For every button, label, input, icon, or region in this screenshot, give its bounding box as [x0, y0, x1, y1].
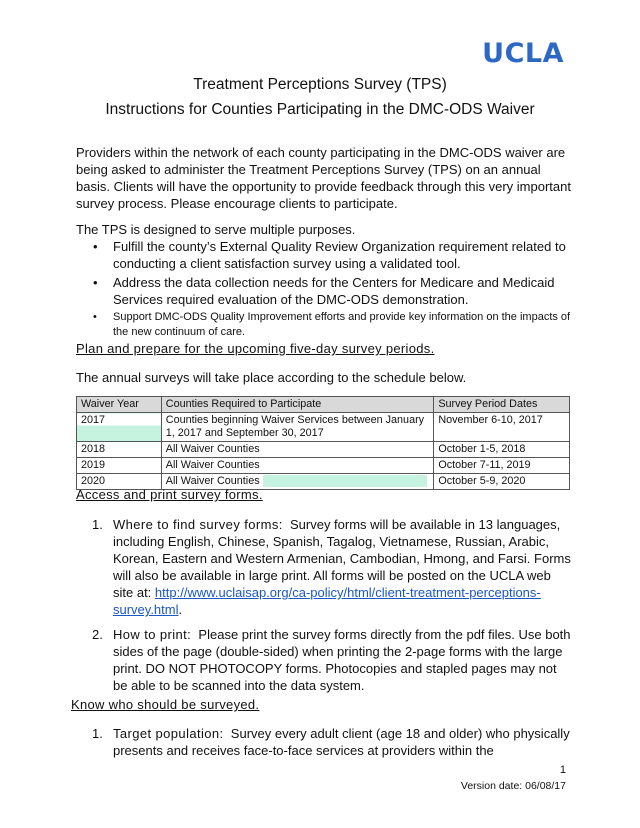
item-text: Survey forms will be available in 13 languages, including English, Chinese, Spanish, Tagalog, Vietnamese, Russian, Arabic, Korean, Eastern and Western Armenian, Cambodian, Hmong, and Farsi. Forms will also be available in large print. All forms will be posted on the UCLA web site at: [113, 517, 571, 600]
item-number: 1. [92, 517, 103, 532]
page-number: 1 [559, 764, 566, 776]
purpose-list [93, 238, 573, 342]
table-cell: All Waiver Counties [161, 442, 434, 458]
table-cell: 2019 [77, 458, 162, 474]
item-text: Survey every adult client (age 18 and older) who physically presents and receives face-to-face services at providers within the [113, 726, 570, 758]
table-cell: 2018 [77, 442, 162, 458]
section-heading-access: Access and print survey forms. [76, 487, 263, 502]
table-row [77, 413, 570, 442]
list-item-where: 1. Where to find survey forms: Survey forms will be available in 13 languages, including English, Chinese, Spanish, Tagalog, Vietnamese, Russian, Arabic, Korean, Eastern and Western Armenian, Cambodian, Hmong, and Farsi. Forms will also be available in large print. All forms will be posted on the UCLA web site at: http://www.uclaisap.org/ca-policy/html/client-treatment-perceptions-survey.html. [92, 517, 571, 617]
item-text: Please print the survey forms directly from the pdf files. Use both sides of the page (double-sided) when printing the 2-page forms with the large print. DO NOT PHOTOCOPY forms. Photocopies and stapled pages may not be able to be scanned into the data system. [113, 627, 571, 693]
item-label: Where to find survey forms: [113, 517, 283, 532]
section-heading-who: Know who should be surveyed. [71, 697, 260, 712]
table-cell: Counties beginning Waiver Services between January 1, 2017 and September 30, 2017 [161, 413, 434, 442]
table-header-cell: Counties Required to Participate [161, 397, 434, 413]
table-row [77, 442, 570, 458]
table-cell: October 1-5, 2018 [434, 442, 570, 458]
list-item-print [92, 626, 572, 694]
page-title: Treatment Perceptions Survey (TPS) [193, 76, 447, 93]
item-label: Target population: [113, 726, 224, 741]
purpose-intro: The TPS is designed to serve multiple purposes. [76, 222, 356, 237]
table-header-cell: Survey Period Dates [434, 397, 570, 413]
purpose-bullet: • Address the data collection needs for the Centers for Medicare and Medicaid Services required evaluation of the DMC-ODS demonstration. [93, 274, 573, 308]
table-cell: October 5-9, 2020 [434, 474, 570, 490]
survey-forms-link[interactable]: http://www.uclaisap.org/ca-policy/html/client-treatment-perceptions-survey.html [113, 585, 541, 617]
table-header-cell: Waiver Year [77, 397, 162, 413]
table-cell: 2017 [77, 413, 162, 442]
table-cell: October 7-11, 2019 [434, 458, 570, 474]
intro-paragraph: Providers within the network of each county participating in the DMC-ODS waiver are being asked to administer the Treatment Perceptions Survey (TPS) on an annual basis. Clients will have the opportunity to provide feedback through this very important survey process. Please encourage clients to participate. [76, 145, 571, 211]
table-cell: 2020 [77, 474, 162, 490]
schedule-intro: The annual surveys will take place according to the schedule below. [76, 370, 467, 385]
section-heading-plan: Plan and prepare for the upcoming five-day survey periods. [76, 341, 435, 356]
item-label: How to print: [113, 627, 192, 642]
purpose-bullet: • Fulfill the county’s External Quality Review Organization requirement related to conducting a client satisfaction survey using a validated tool. [93, 238, 573, 272]
item-number: 1. [92, 726, 103, 741]
table-row [77, 458, 570, 474]
purpose-bullet: • Support DMC-ODS Quality Improvement efforts and provide key information on the impacts of the new continuum of care. [93, 310, 573, 340]
schedule-table [76, 396, 570, 490]
table-cell-text: All Waiver Counties [165, 475, 260, 487]
highlight-mark [263, 475, 427, 487]
table-cell: All Waiver Counties [161, 458, 434, 474]
ucla-logo: UCLA [482, 38, 564, 69]
page-subtitle: Instructions for Counties Participating in the DMC-ODS Waiver [105, 101, 535, 118]
item-number: 2. [92, 627, 103, 642]
list-item-target [92, 725, 572, 759]
table-cell: November 6-10, 2017 [434, 413, 570, 442]
table-header-row [77, 397, 570, 413]
version-date: Version date: 06/08/17 [460, 780, 566, 792]
